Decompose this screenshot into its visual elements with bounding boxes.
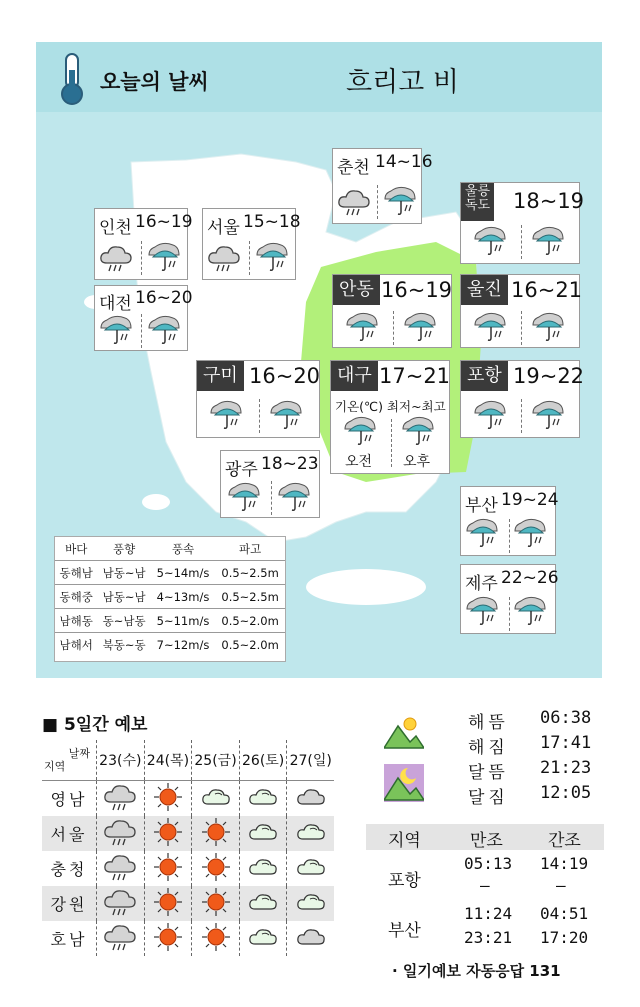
- region-temp: 16~20: [249, 364, 321, 388]
- forecast-region: 호남: [50, 930, 88, 949]
- cloud-icon: [296, 891, 326, 917]
- region-card-jeju: [460, 564, 559, 634]
- region-card-chuncheon: [332, 148, 433, 224]
- wave-height: 0.5~2.5m: [215, 585, 285, 609]
- region-name: 대전: [99, 294, 132, 314]
- tide-region: 포항: [388, 871, 421, 891]
- region-temp: 16~20: [135, 288, 193, 308]
- moonset-time: 12:05: [540, 783, 592, 803]
- rain-umbrella-icon: [473, 225, 507, 261]
- sun-icon: [153, 922, 183, 956]
- region-name: 제주: [465, 574, 498, 594]
- wave-height: 0.5~2.5m: [215, 561, 285, 585]
- forecast-title: ■ 5일간 예보: [42, 715, 148, 735]
- rain-umbrella-icon: [531, 311, 565, 347]
- tide-header: 지역: [388, 831, 421, 851]
- region-name: 구미: [197, 361, 244, 391]
- region-temp: 19~24: [501, 490, 559, 510]
- rain-umbrella-icon: [227, 481, 261, 517]
- table-row: [55, 585, 285, 609]
- rain-umbrella-icon: [401, 415, 435, 451]
- tide-region: 부산: [388, 921, 421, 941]
- sea-area: 남해서: [55, 633, 97, 657]
- cloud-gray-icon: [296, 786, 326, 812]
- region-name: 포항: [461, 361, 508, 391]
- region-card-daejeon: [94, 285, 193, 351]
- region-name: 울릉 독도: [461, 183, 494, 221]
- table-row: [42, 816, 334, 851]
- daegu-am-label: 오전: [345, 454, 373, 470]
- sea-area: 동해남: [55, 561, 97, 585]
- forecast-date: 26(토): [239, 740, 287, 781]
- cloud-rain-icon: [103, 817, 137, 851]
- forecast-date: 23(수): [97, 740, 145, 781]
- region-temp: 22~26: [501, 568, 559, 588]
- region-temp: 18~19: [513, 189, 585, 213]
- region-temp: 15~18: [243, 212, 301, 232]
- daegu-legend-label: 기온(℃) 최저~최고: [335, 399, 446, 414]
- region-card-ulleung: [460, 182, 585, 264]
- rain-umbrella-icon: [403, 311, 437, 347]
- moonset-label: 달짐: [468, 788, 509, 808]
- tide-high: 05:13: [464, 854, 513, 873]
- rain-umbrella-icon: [277, 481, 311, 517]
- sun-icon: [201, 852, 231, 886]
- tide-header: 간조: [548, 831, 581, 851]
- region-name: 서울: [207, 218, 240, 238]
- rain-umbrella-icon: [513, 517, 547, 553]
- corner-region-label: 지역: [44, 760, 66, 773]
- region-card-andong: [332, 274, 452, 348]
- auto-response-info: · 일기예보 자동응답 131: [392, 962, 561, 980]
- sun-icon: [153, 887, 183, 921]
- cloud-icon: [248, 786, 278, 812]
- moonrise-time: 21:23: [540, 758, 592, 778]
- sunset-time: 17:41: [540, 733, 592, 753]
- forecast-region: 충청: [50, 860, 88, 879]
- table-row: [42, 781, 334, 817]
- sun-icon: [153, 852, 183, 886]
- region-card-incheon: [94, 208, 193, 280]
- sea-conditions-table: [54, 536, 286, 662]
- region-card-pohang: [460, 360, 585, 438]
- forecast-region: 강원: [42, 886, 97, 921]
- cloud-rain-icon: [99, 243, 133, 277]
- cloud-icon: [296, 856, 326, 882]
- cloud-icon: [201, 786, 231, 812]
- region-temp: 17~21: [379, 364, 451, 388]
- sun-icon: [201, 887, 231, 921]
- region-name: 광주: [225, 460, 258, 480]
- sun-icon: [201, 922, 231, 956]
- tide-low: 17:20: [540, 928, 589, 947]
- sea-header: 바다: [65, 541, 88, 556]
- corner-date-label: 날짜: [68, 747, 90, 760]
- rain-umbrella-icon: [147, 241, 181, 277]
- sunrise-time: 06:38: [540, 708, 592, 728]
- rain-umbrella-icon: [465, 595, 499, 631]
- rain-umbrella-icon: [531, 225, 565, 261]
- region-temp: 16~21: [511, 278, 583, 302]
- region-name: 안동: [333, 275, 380, 305]
- region-temp: 14~16: [375, 152, 433, 172]
- region-card-daegu: [330, 360, 450, 474]
- daegu-pm-label: 오후: [403, 454, 431, 470]
- forecast-date: 25(금): [192, 740, 240, 781]
- sea-header: 풍향: [113, 541, 136, 556]
- five-day-forecast-table: [42, 740, 334, 956]
- tide-low: 14:19: [540, 854, 589, 873]
- cloud-icon: [248, 926, 278, 952]
- sea-area: 남해동: [55, 609, 97, 633]
- tide-high: 11:24: [464, 904, 513, 923]
- rain-umbrella-icon: [147, 314, 181, 350]
- wind-speed: 5~11m/s: [151, 609, 215, 633]
- map-panel: [36, 42, 602, 678]
- page-title: 오늘의 날씨: [100, 70, 209, 94]
- cloud-rain-icon: [103, 922, 137, 956]
- wind-speed: 4~13m/s: [151, 585, 215, 609]
- region-name: 부산: [465, 496, 498, 516]
- cloud-rain-icon: [337, 187, 371, 221]
- rain-umbrella-icon: [383, 185, 417, 221]
- rain-umbrella-icon: [473, 311, 507, 347]
- region-temp: 18~23: [261, 454, 319, 474]
- region-card-seoul: [202, 208, 301, 280]
- cloud-icon: [248, 856, 278, 882]
- wind-direction: 북동~동: [97, 633, 150, 657]
- forecast-corner: [42, 740, 97, 781]
- rain-umbrella-icon: [99, 314, 133, 350]
- forecast-region: 영남: [50, 790, 88, 809]
- wind-speed: 5~14m/s: [151, 561, 215, 585]
- rain-umbrella-icon: [343, 415, 377, 451]
- moonrise-label: 달뜸: [468, 763, 509, 783]
- table-row: [42, 851, 334, 886]
- region-temp: 16~19: [135, 212, 193, 232]
- rain-umbrella-icon: [345, 311, 379, 347]
- rain-umbrella-icon: [269, 399, 303, 435]
- tide-high: 23:21: [464, 928, 513, 947]
- table-row: [42, 886, 334, 921]
- table-row: [55, 609, 285, 633]
- region-name: 대구: [331, 361, 378, 391]
- region-card-busan: [460, 486, 559, 556]
- rain-umbrella-icon: [465, 517, 499, 553]
- weather-condition: 흐리고 비: [346, 67, 459, 98]
- table-row: [55, 561, 285, 585]
- tide-header: 만조: [470, 831, 503, 851]
- rain-umbrella-icon: [531, 399, 565, 435]
- rain-umbrella-icon: [513, 595, 547, 631]
- sunrise-mountain-icon: [384, 712, 424, 750]
- table-row: [42, 921, 334, 956]
- forecast-region: 서울: [42, 816, 97, 851]
- wind-speed: 7~12m/s: [151, 633, 215, 657]
- wave-height: 0.5~2.0m: [215, 633, 285, 657]
- wind-direction: 동~남동: [97, 609, 150, 633]
- sea-header: 파고: [238, 541, 262, 556]
- cloud-icon: [248, 891, 278, 917]
- cloud-rain-icon: [103, 852, 137, 886]
- region-card-gumi: [196, 360, 320, 438]
- sun-icon: [153, 782, 183, 816]
- cloud-icon: [296, 821, 326, 847]
- cloud-gray-icon: [296, 926, 326, 952]
- sun-icon: [153, 817, 183, 851]
- wind-direction: 남동~남: [97, 585, 150, 609]
- wave-height: 0.5~2.0m: [215, 609, 285, 633]
- tide-low: –: [556, 876, 566, 895]
- wind-direction: 남동~남: [97, 561, 150, 585]
- rain-umbrella-icon: [209, 399, 243, 435]
- sunrise-label: 해뜸: [468, 713, 509, 733]
- rain-umbrella-icon: [255, 241, 289, 277]
- sea-area: 동해중: [55, 585, 97, 609]
- region-name: 인천: [99, 218, 132, 238]
- cloud-rain-icon: [103, 782, 137, 816]
- tide-high: –: [480, 876, 490, 895]
- sunset-label: 해짐: [468, 738, 509, 758]
- region-name: 춘천: [337, 158, 370, 178]
- tide-low: 04:51: [540, 904, 589, 923]
- forecast-date: 24(목): [144, 740, 192, 781]
- region-temp: 16~19: [381, 278, 453, 302]
- region-card-gwangju: [220, 450, 320, 518]
- region-card-uljin: [460, 274, 583, 348]
- cloud-rain-icon: [103, 887, 137, 921]
- forecast-date: 27(일): [287, 740, 334, 781]
- region-temp: 19~22: [513, 364, 585, 388]
- sun-icon: [201, 817, 231, 851]
- region-name: 울진: [461, 275, 508, 305]
- rain-umbrella-icon: [473, 399, 507, 435]
- cloud-rain-icon: [207, 243, 241, 277]
- table-row: [55, 633, 285, 657]
- moon-mountain-icon: [384, 764, 424, 802]
- cloud-icon: [248, 821, 278, 847]
- sea-header: 풍속: [171, 541, 195, 556]
